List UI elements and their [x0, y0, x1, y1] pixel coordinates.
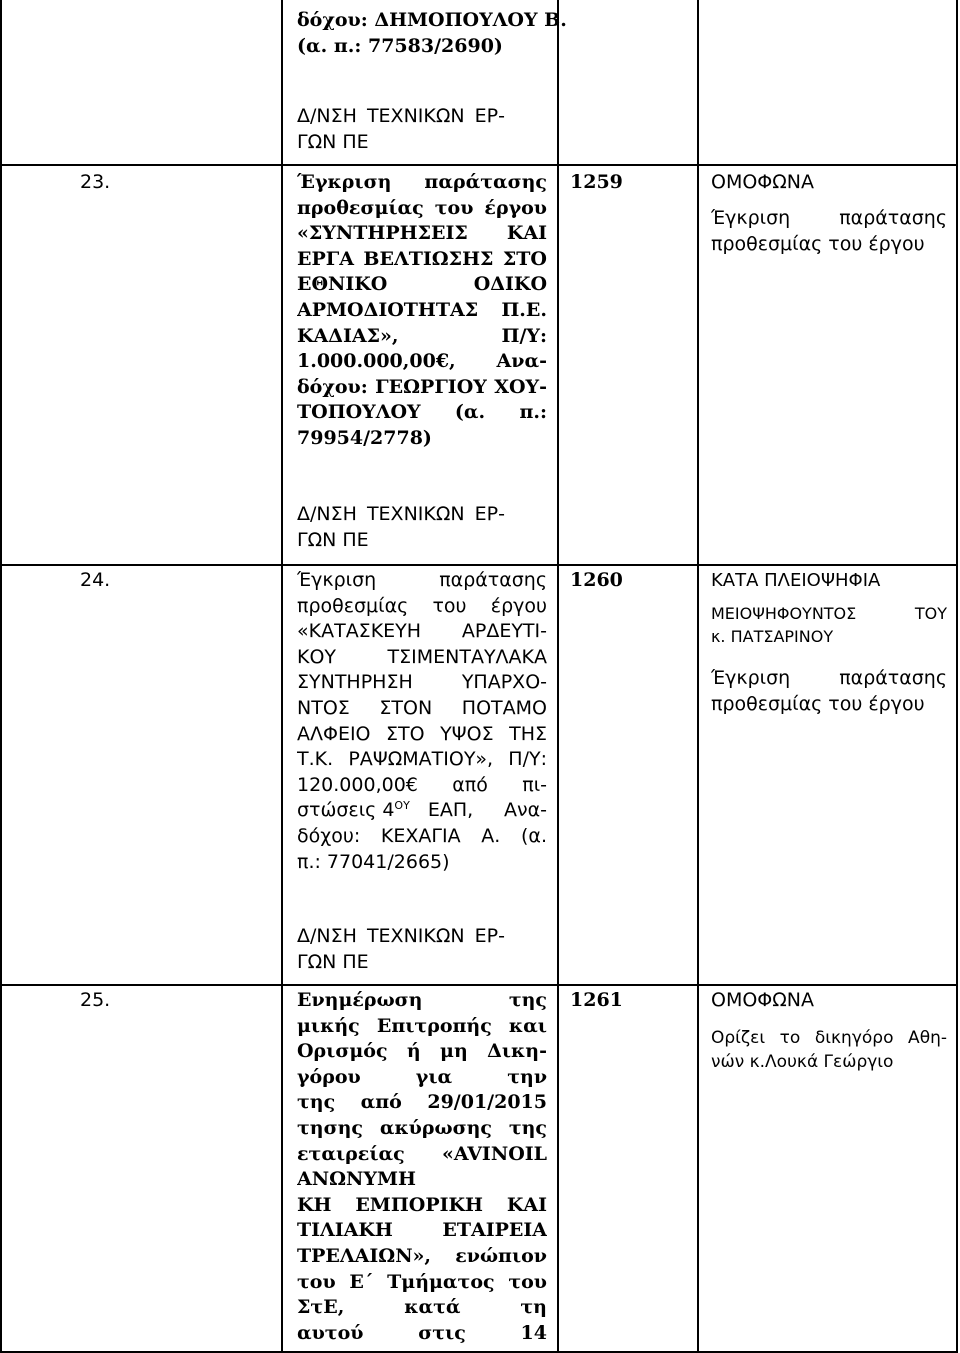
row-separator-24	[0, 564, 958, 566]
decision-line: νών κ.Λουκά Γεώργιο	[711, 1052, 894, 1072]
subject-line: της από 29/01/2015	[297, 1091, 547, 1114]
decision-text	[711, 206, 947, 257]
subject-line: ΚΟΥ ΤΣΙΜΕΝΤΑΥΛΑΚΑ	[297, 645, 547, 668]
subject-line: του Ε΄ Τμήματος του	[297, 1270, 547, 1293]
subject-cell	[297, 988, 547, 1346]
subject-line: ΚΑΔΙΑΣ», Π/Υ:	[297, 324, 547, 347]
row-separator-23	[0, 164, 958, 166]
row-number: 24.	[80, 569, 111, 591]
vote-note	[711, 602, 947, 648]
subject-line: 120.000,00€ από πι-	[297, 773, 547, 796]
subject-line: Τ.Κ. ΡΑΨΩΜΑΤΙΟΥ», Π/Υ:	[297, 748, 547, 771]
row-number: 23.	[80, 171, 111, 193]
subject-line: ΑΡΜΟΔΙΟΤΗΤΑΣ Π.Ε.	[297, 298, 547, 321]
decision-text	[711, 666, 947, 717]
contractor-line: δόχου: ΔΗΜΟΠΟΥΛΟΥ Β.	[297, 9, 567, 31]
subject-line: «ΚΑΤΑΣΚΕΥΗ ΑΡΔΕΥΤΙ-	[297, 620, 547, 643]
vote-result: ΚΑΤΑ ΠΛΕΙΟΨΗΦΙΑ	[711, 570, 881, 591]
subject-line: εταιρείας «AVINOIL	[297, 1142, 547, 1165]
subject-line: τησης ακύρωσης της	[297, 1116, 547, 1139]
subject-line: αυτού στις 14	[297, 1321, 547, 1344]
row-number: 25.	[80, 989, 111, 1011]
credit-suffix: ΕΑΠ, Ανα-	[427, 799, 547, 821]
table-border-right	[956, 0, 958, 1353]
department-line-2: ΓΩΝ ΠΕ	[297, 131, 369, 153]
subject-line: Ορισμός ή μη Δικη-	[297, 1040, 547, 1063]
department-line-1: Δ/ΝΣΗ ΤΕΧΝΙΚΩΝ ΕΡ-	[297, 105, 505, 127]
subject-line: ΤΡΕΛΑΙΩΝ», ενώπιον	[297, 1244, 547, 1267]
department-line-1: Δ/ΝΣΗ ΤΕΧΝΙΚΩΝ ΕΡ-	[297, 925, 505, 947]
column-divider-3	[697, 0, 699, 1353]
subject-cell	[297, 568, 547, 875]
protocol-line: (α. π.: 77583/2690)	[297, 35, 503, 57]
vote-result: ΟΜΟΦΩΝΑ	[711, 171, 814, 193]
vote-note-line: ΜΕΙΟΨΗΦΟΥΝΤΟΣ ΤΟΥ	[711, 604, 947, 623]
subject-line: προθεσμίας του έργου	[297, 594, 547, 617]
subject-line: δόχου: ΚΕΧΑΓΙΑ Α. (α.	[297, 824, 547, 847]
subject-line: ΚΗ ΕΜΠΟΡΙΚΗ ΚΑΙ	[297, 1193, 547, 1216]
superscript-ordinal: ΟΥ	[394, 799, 410, 812]
subject-line: ΑΛΦΕΙΟ ΣΤΟ ΥΨΟΣ ΤΗΣ	[297, 722, 547, 745]
subject-line: 79954/2778)	[297, 426, 432, 449]
row-separator-25	[0, 984, 958, 986]
subject-line: ΕΘΝΙΚΟ ΟΔΙΚΟ	[297, 273, 547, 296]
department-line-2: ΓΩΝ ΠΕ	[297, 951, 369, 973]
department-line-2: ΓΩΝ ΠΕ	[297, 529, 369, 551]
decision-number: 1259	[570, 171, 623, 193]
subject-line: Έγκριση παράτασης	[297, 569, 547, 591]
subject-line: ΣΥΝΤΗΡΗΣΗ ΥΠΑΡΧΟ-	[297, 671, 547, 694]
column-divider-1	[281, 0, 283, 1353]
subject-line: 1.000.000,00€, Ανα-	[297, 350, 547, 373]
subject-line: Έγκριση παράτασης	[297, 171, 547, 193]
decision-line: Έγκριση παράτασης	[711, 207, 947, 229]
subject-line: μικής Επιτροπής και	[297, 1014, 547, 1037]
decision-line: Ορίζει το δικηγόρο Αθη-	[711, 1028, 947, 1048]
subject-line: γόρου για την	[297, 1065, 547, 1088]
subject-line: δόχου: ΓΕΩΡΓΙΟΥ ΧΟΥ-	[297, 375, 547, 398]
subject-line: ΕΡΓΑ ΒΕΛΤΙΩΣΗΣ ΣΤΟ	[297, 247, 547, 270]
column-divider-2	[557, 0, 559, 1353]
subject-line: ΤΟΠΟΥΛΟΥ (α. π.:	[297, 401, 547, 424]
subject-line: «ΣΥΝΤΗΡΗΣΕΙΣ ΚΑΙ	[297, 222, 547, 245]
credit-prefix: στώσεις $4^{O\Upsilon}$	[297, 799, 410, 821]
subject-line: προθεσμίας του έργου	[297, 196, 547, 219]
vote-note-line: κ. ΠΑΤΣΑΡΙΝΟΥ	[711, 627, 834, 646]
decision-line: προθεσμίας του έργου	[711, 692, 925, 715]
vote-result: ΟΜΟΦΩΝΑ	[711, 989, 814, 1011]
subject-line: ΣτΕ, κατά τη	[297, 1296, 547, 1319]
subject-cell	[297, 170, 547, 452]
decision-line: προθεσμίας του έργου	[711, 232, 925, 255]
subject-line: ΝΤΟΣ ΣΤΟΝ ΠΟΤΑΜΟ	[297, 696, 547, 719]
subject-line: π.: 77041/2665)	[297, 850, 450, 873]
decision-text	[711, 1026, 947, 1074]
table-border-left	[0, 0, 2, 1353]
credit-line	[297, 798, 547, 824]
subject-line: ΤΙΛΙΑΚΗ ΕΤΑΙΡΕΙΑ	[297, 1219, 547, 1242]
decision-number: 1260	[570, 569, 623, 591]
department-line-1: Δ/ΝΣΗ ΤΕΧΝΙΚΩΝ ΕΡ-	[297, 503, 505, 525]
subject-line: ΑΝΩΝΥΜΗ	[297, 1168, 416, 1191]
decision-number: 1261	[570, 989, 623, 1011]
subject-line: Ενημέρωση της	[297, 989, 547, 1011]
decision-line: Έγκριση παράτασης	[711, 667, 947, 689]
